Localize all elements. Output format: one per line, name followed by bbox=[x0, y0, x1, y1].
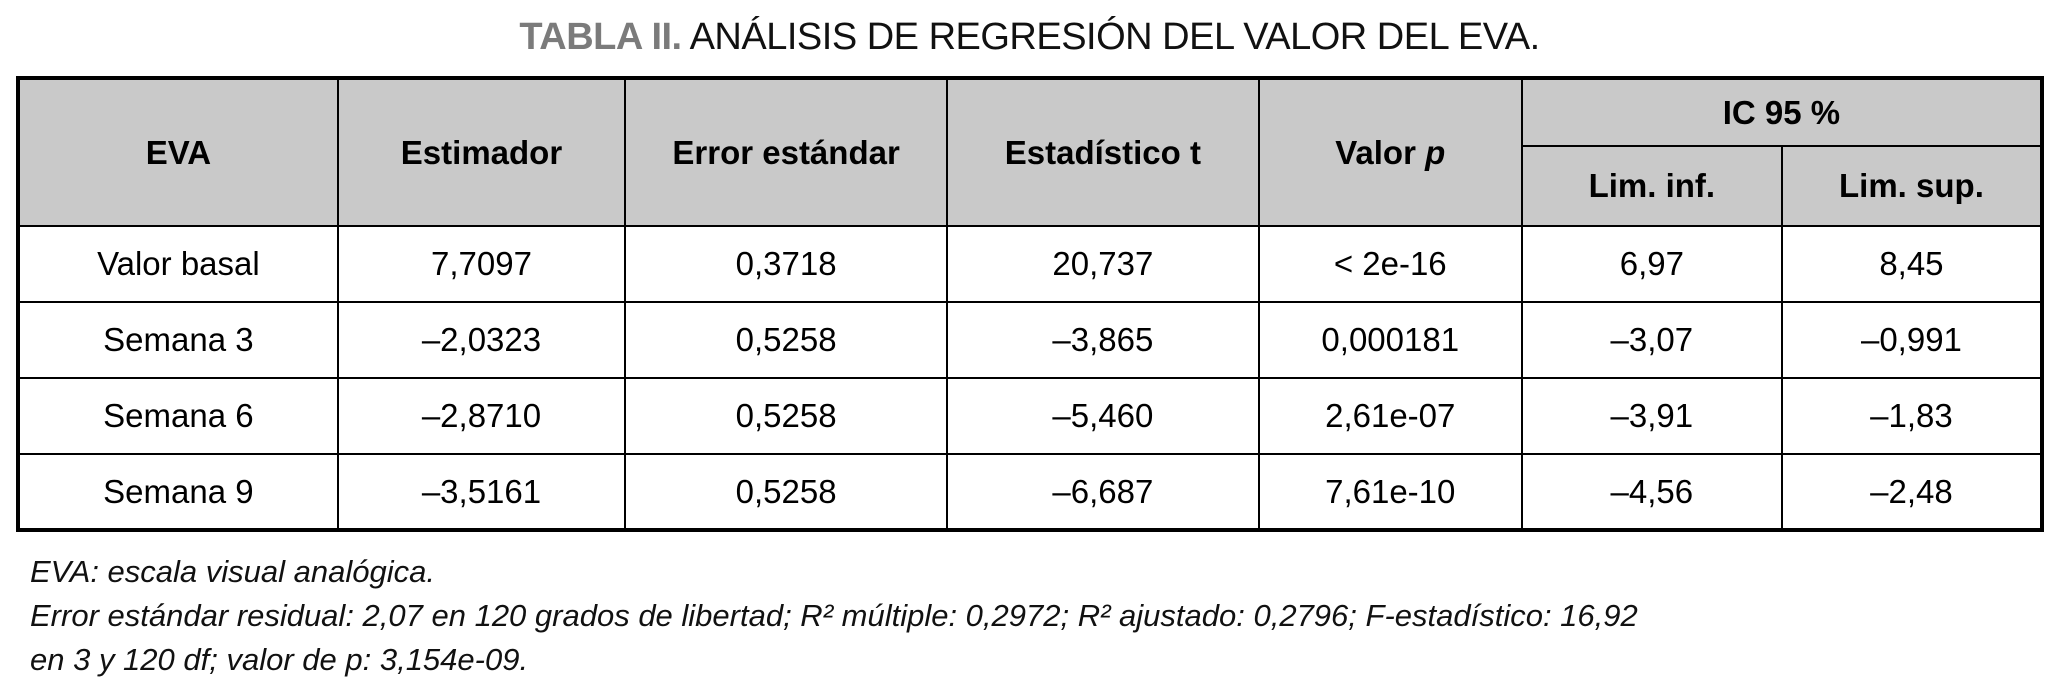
cell-eva: Valor basal bbox=[18, 226, 338, 302]
cell-error: 0,5258 bbox=[625, 454, 947, 530]
col-header-eva: EVA bbox=[18, 78, 338, 226]
cell-p: < 2e-16 bbox=[1259, 226, 1522, 302]
col-header-valor-p bbox=[1259, 78, 1522, 226]
cell-lim-inf: –3,91 bbox=[1522, 378, 1782, 454]
cell-lim-inf: 6,97 bbox=[1522, 226, 1782, 302]
col-header-lim-inf: Lim. inf. bbox=[1522, 146, 1782, 226]
cell-lim-inf: –3,07 bbox=[1522, 302, 1782, 378]
table-title-label: TABLA II. bbox=[519, 16, 682, 58]
cell-eva: Semana 6 bbox=[18, 378, 338, 454]
cell-estimador: –3,5161 bbox=[338, 454, 625, 530]
col-header-error-estandar: Error estándar bbox=[625, 78, 947, 226]
table-row-semana-3 bbox=[18, 302, 2042, 378]
col-header-estadistico-t: Estadístico t bbox=[947, 78, 1259, 226]
cell-lim-sup: –0,991 bbox=[1782, 302, 2042, 378]
col-header-ic95: IC 95 % bbox=[1522, 78, 2042, 146]
cell-lim-sup: 8,45 bbox=[1782, 226, 2042, 302]
cell-p: 2,61e-07 bbox=[1259, 378, 1522, 454]
cell-t: 20,737 bbox=[947, 226, 1259, 302]
cell-t: –5,460 bbox=[947, 378, 1259, 454]
table-footnotes bbox=[30, 550, 2020, 682]
cell-lim-sup: –1,83 bbox=[1782, 378, 2042, 454]
table-title bbox=[0, 16, 2059, 59]
cell-error: 0,5258 bbox=[625, 302, 947, 378]
col-header-estimador: Estimador bbox=[338, 78, 625, 226]
cell-estimador: –2,8710 bbox=[338, 378, 625, 454]
cell-t: –6,687 bbox=[947, 454, 1259, 530]
footnote-line: EVA: escala visual analógica. bbox=[30, 554, 435, 589]
cell-t: –3,865 bbox=[947, 302, 1259, 378]
valor-p-prefix: Valor bbox=[1335, 133, 1426, 171]
cell-error: 0,5258 bbox=[625, 378, 947, 454]
cell-estimador: 7,7097 bbox=[338, 226, 625, 302]
cell-error: 0,3718 bbox=[625, 226, 947, 302]
cell-lim-inf: –4,56 bbox=[1522, 454, 1782, 530]
cell-eva: Semana 3 bbox=[18, 302, 338, 378]
valor-p-symbol: p bbox=[1425, 133, 1446, 171]
footnote-line: en 3 y 120 df; valor de p: 3,154e-09. bbox=[30, 642, 529, 677]
cell-lim-sup: –2,48 bbox=[1782, 454, 2042, 530]
footnote-line: Error estándar residual: 2,07 en 120 grados de libertad; R² múltiple: 0,2972; R² ajustado: 0,2796; F-estadístico: 16,92 bbox=[30, 598, 1638, 633]
header-row-top bbox=[18, 78, 2042, 146]
col-header-lim-sup: Lim. sup. bbox=[1782, 146, 2042, 226]
table-row-semana-6 bbox=[18, 378, 2042, 454]
cell-estimador: –2,0323 bbox=[338, 302, 625, 378]
cell-p: 7,61e-10 bbox=[1259, 454, 1522, 530]
cell-eva: Semana 9 bbox=[18, 454, 338, 530]
cell-p: 0,000181 bbox=[1259, 302, 1522, 378]
table-title-text: ANÁLISIS DE REGRESIÓN DEL VALOR DEL EVA. bbox=[681, 16, 1540, 58]
table-row-valor-basal bbox=[18, 226, 2042, 302]
table-row-semana-9 bbox=[18, 454, 2042, 530]
regression-table bbox=[16, 76, 2044, 532]
